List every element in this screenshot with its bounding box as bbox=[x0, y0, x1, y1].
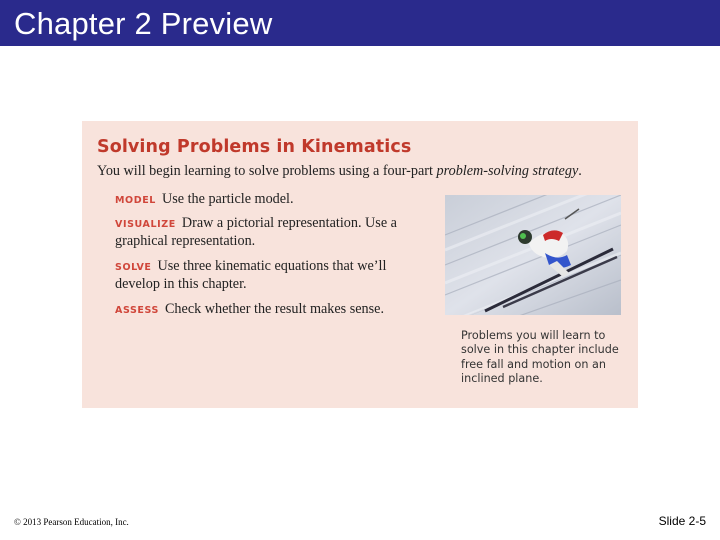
skier-illustration bbox=[445, 195, 621, 315]
step-text-solve-1: Use three kinematic equations that we’ll bbox=[157, 258, 387, 274]
step-text-assess: Check whether the result makes sense. bbox=[164, 301, 385, 317]
panel-intro bbox=[97, 163, 582, 180]
intro-emphasis: problem-solving strategy bbox=[436, 163, 579, 179]
intro-suffix: . bbox=[578, 163, 582, 179]
step-text-visualize-2: graphical representation. bbox=[115, 233, 256, 249]
caption-line: free fall and motion on an bbox=[461, 357, 606, 371]
step-text-model: Use the particle model. bbox=[161, 191, 294, 207]
step-text-solve-2: develop in this chapter. bbox=[115, 276, 247, 292]
copyright-notice: © 2013 Pearson Education, Inc. bbox=[14, 517, 129, 527]
step-key-solve: SOLVE bbox=[115, 262, 152, 273]
step-key-visualize: VISUALIZE bbox=[115, 219, 176, 230]
kinematics-panel bbox=[82, 121, 638, 408]
caption-line: solve in this chapter include bbox=[461, 343, 619, 357]
step-key-assess: ASSESS bbox=[115, 305, 159, 316]
caption-line: Problems you will learn to bbox=[461, 329, 606, 342]
step-assess bbox=[115, 301, 384, 319]
title-bar bbox=[0, 0, 720, 46]
step-key-model: MODEL bbox=[115, 195, 156, 206]
step-text-visualize-1: Draw a pictorial representation. Use a bbox=[181, 215, 397, 231]
step-model bbox=[115, 191, 294, 209]
skier-photo bbox=[445, 195, 621, 315]
step-visualize bbox=[115, 215, 397, 250]
slide-number: Slide 2-5 bbox=[658, 514, 706, 528]
intro-prefix: You will begin learning to solve problems using a four-part bbox=[97, 163, 437, 179]
caption-line: inclined plane. bbox=[461, 372, 543, 386]
panel-heading: Solving Problems in Kinematics bbox=[97, 137, 412, 157]
photo-caption bbox=[461, 329, 631, 387]
step-solve bbox=[115, 258, 386, 293]
slide-title: Chapter 2 Preview bbox=[14, 6, 273, 41]
